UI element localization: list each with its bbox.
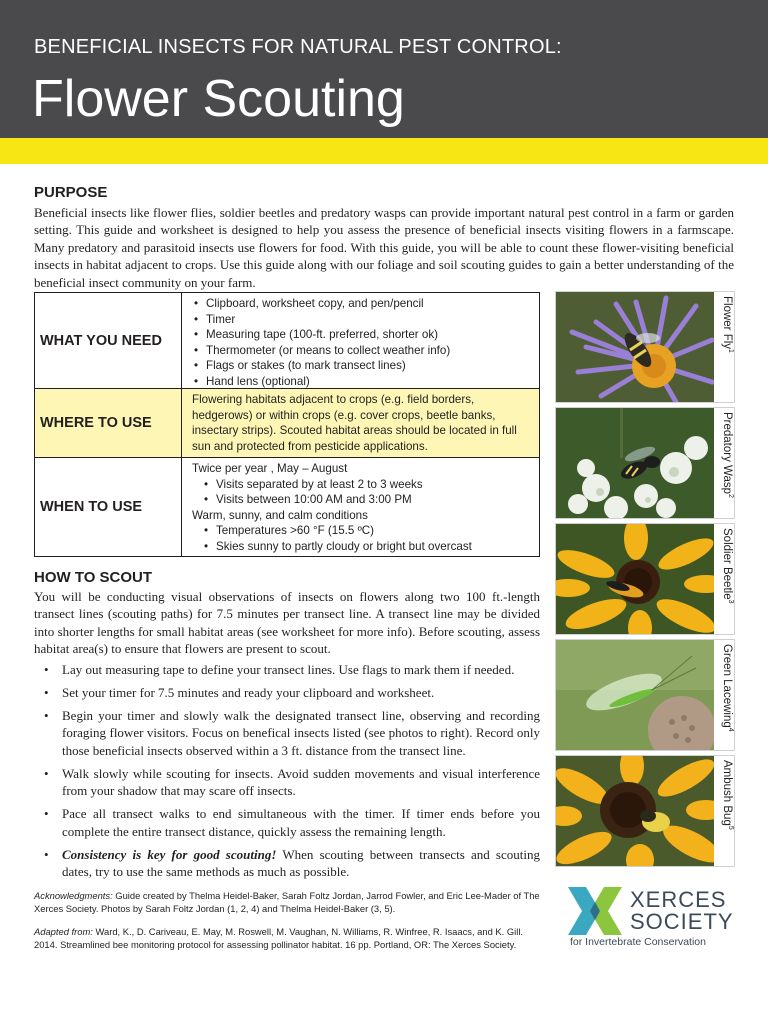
when-line: Twice per year , May – August xyxy=(192,462,348,475)
predatory-wasp-image xyxy=(556,408,714,518)
caption-number: 4 xyxy=(727,727,734,732)
caption-number: 5 xyxy=(727,825,734,830)
photo-flower-fly xyxy=(555,291,735,403)
need-item: • Thermometer (or means to collect weather info) xyxy=(192,343,531,359)
caption-number: 3 xyxy=(727,599,734,604)
list-item xyxy=(42,846,540,881)
caption-text: Flower Fly xyxy=(721,296,734,350)
caption-text: Predatory Wasp xyxy=(721,412,734,495)
photo-caption xyxy=(714,640,735,750)
photo-ambush-bug xyxy=(555,755,735,867)
ambush-bug-image xyxy=(556,756,714,866)
list-item: • Walk slowly while scouting for insects. Avoid sudden movements and visual interference from your shadow that may scare off insects. xyxy=(42,765,540,800)
purpose-text: Beneficial insects like flower flies, soldier beetles and predatory wasps can provide important natural pest control in a farm or garden setting. This guide and worksheet is designed to help you assess the presence of beneficial insects visiting flowers in a farmscape. Many predatory and parasitoid insects use flowers for food. With this guide, you will be able to count these flower-visiting beneficial insects in habitat adjacent to crops. Use this guide along with our foliage and soil scouting guides to gain a better understanding of the beneficial insect community on your farm. xyxy=(34,205,734,290)
when-label: WHEN TO USE xyxy=(35,458,182,556)
header-kicker: BENEFICIAL INSECTS FOR NATURAL PEST CONTROL: xyxy=(34,36,562,58)
xerces-logo xyxy=(566,885,736,951)
table-row-when xyxy=(35,458,539,556)
need-content xyxy=(182,293,539,388)
page-title: Flower Scouting xyxy=(32,70,405,128)
caption-text: Green Lacewing xyxy=(721,644,734,728)
steps-list xyxy=(42,661,540,886)
how-text: You will be conducting visual observations of insects on flowers along two 100 ft.-length transect lines (scouting paths) for 7.5 minutes per transect line. A transect line may be divided into shorter lengths for small habitat areas (see worksheet for more info). Before scouting, assess habitat area(s) to ensure that flowers are present to scout. xyxy=(34,589,540,657)
consistency-text: When scouting between transects and scouting dates, try to use the same methods as much as possible. xyxy=(62,846,540,880)
soldier-beetle-image xyxy=(556,524,714,634)
purpose-heading: PURPOSE xyxy=(34,184,108,201)
caption-number: 1 xyxy=(727,349,734,353)
flower-fly-image xyxy=(556,292,714,402)
photo-green-lacewing xyxy=(555,639,735,751)
header-banner xyxy=(0,0,768,138)
how-heading: HOW TO SCOUT xyxy=(34,569,153,586)
ack-label: Acknowledgments: xyxy=(34,890,113,901)
when-line: Warm, sunny, and calm conditions xyxy=(192,508,368,522)
caption-number: 2 xyxy=(727,494,734,498)
adapted-label: Adapted from: xyxy=(34,926,93,937)
when-sub-item: • Visits between 10:00 AM and 3:00 PM xyxy=(192,492,531,508)
need-item: • Measuring tape (100-ft. preferred, shorter ok) xyxy=(192,327,531,343)
where-label: WHERE TO USE xyxy=(35,389,182,457)
adapted-text: Ward, K., D. Cariveau, E. May, M. Roswell, M. Vaughan, N. Williams, R. Winfree, R. Isaacs, and K. Gill. 2014. Streamlined bee monitoring protocol for assessing pollinator habitat. 16 pp. Portland, OR: The Xerces Society. xyxy=(34,926,524,950)
green-lacewing-image xyxy=(556,640,714,750)
photo-caption xyxy=(714,756,735,866)
when-sub-item: • Visits separated by at least 2 to 3 weeks xyxy=(192,477,531,493)
table-row-need xyxy=(35,293,539,389)
list-item: • Pace all transect walks to end simultaneous with the timer. If timer ends before you complete the entire transect distance, quickly assess the remaining length. xyxy=(42,805,540,840)
accent-band xyxy=(0,138,768,164)
when-sub-item: • Temperatures >60 °F (15.5 ºC) xyxy=(192,523,531,539)
photo-column xyxy=(555,291,735,871)
need-label: WHAT YOU NEED xyxy=(35,293,182,388)
photo-caption xyxy=(714,408,735,518)
logo-word-xerces: XERCES xyxy=(630,887,727,912)
list-item: • Begin your timer and slowly walk the designated transect line, observing and recording foraging flower visitors. Focus on benefical insects listed (see photos to right). Record only those beneficial insects observed within a 3 ft. distance from the transect line. xyxy=(42,707,540,759)
list-item: • Lay out measuring tape to define your transect lines. Use flags to mark them if needed. xyxy=(42,661,540,678)
logo-tagline: for Invertebrate Conservation xyxy=(570,936,706,948)
need-item: • Flags or stakes (to mark transect lines) xyxy=(192,358,531,374)
need-item: • Timer xyxy=(192,312,531,328)
caption-text: Ambush Bug xyxy=(721,760,734,826)
adapted-from xyxy=(34,925,544,951)
table-row-where xyxy=(35,389,539,458)
consistency-emphasis: Consistency is key for good scouting! xyxy=(62,846,277,862)
photo-soldier-beetle xyxy=(555,523,735,635)
requirements-table xyxy=(34,292,540,557)
xerces-x-icon xyxy=(566,885,624,937)
ack-text: Guide created by Thelma Heidel-Baker, Sarah Foltz Jordan, Jarrod Fowler, and Eric Lee-Mader of The Xerces Society. Photos by Sarah Foltz Jordan (1, 2, 4) and Thelma Heidel-Baker (3, 5). xyxy=(34,890,540,914)
need-item: • Hand lens (optional) xyxy=(192,374,531,390)
when-sub-item: • Skies sunny to partly cloudy or bright but overcast xyxy=(192,539,531,555)
when-content xyxy=(182,458,539,556)
photo-caption xyxy=(714,524,735,634)
list-item: • Set your timer for 7.5 minutes and ready your clipboard and worksheet. xyxy=(42,684,540,701)
photo-caption xyxy=(714,292,735,402)
need-item: • Clipboard, worksheet copy, and pen/pencil xyxy=(192,296,531,312)
photo-predatory-wasp xyxy=(555,407,735,519)
acknowledgments xyxy=(34,889,544,915)
caption-text: Soldier Beetle xyxy=(721,528,734,600)
logo-word-society: SOCIETY xyxy=(630,909,734,934)
where-content: Flowering habitats adjacent to crops (e.g. field borders, hedgerows) or within crops (e.g. cover crops, beetle banks, insectary strips). Scouted habitat areas should be located in full sun and protected from pesticide applications. xyxy=(182,389,539,457)
